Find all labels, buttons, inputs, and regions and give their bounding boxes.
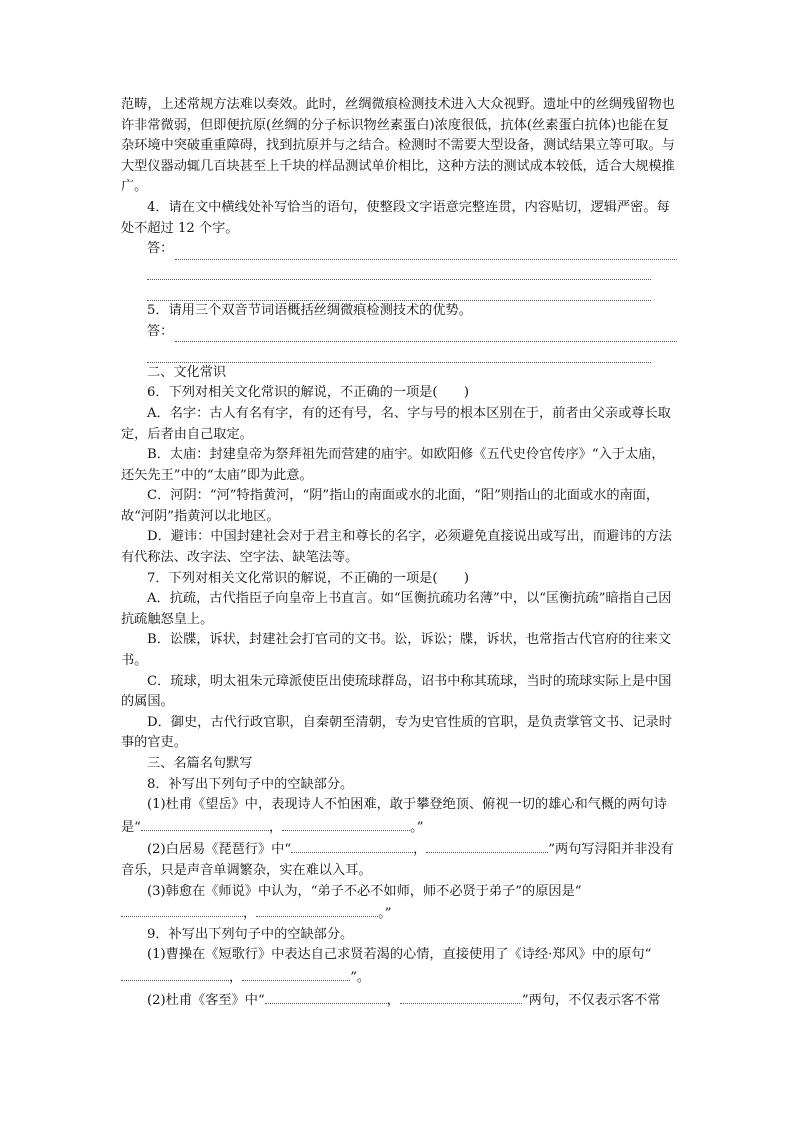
fill-blank[interactable] — [242, 966, 350, 981]
fill-blank[interactable] — [141, 816, 269, 831]
item-text: 。” — [378, 906, 392, 922]
item-text: (3)韩愈在《师说》中认为，“弟子不必不如师，师不必贤于弟子”的原因是“ — [147, 883, 582, 899]
answer-line[interactable] — [147, 342, 651, 363]
question-9-item-1 — [121, 945, 677, 988]
comma: ， — [229, 969, 243, 985]
answer-label: 答： — [147, 323, 174, 339]
item-text: (2)白居易《琵琶行》中“ — [147, 842, 292, 858]
section-heading-culture: 二、文化常识 — [147, 364, 227, 380]
question-6-option-b: B．太庙：封建皇帝为祭拜祖先而营建的庙宇。如欧阳修《五代史伶官传序》“入于太庙，还矢先王”中的“太庙”即为此意。 — [121, 447, 665, 483]
question-8-item-3 — [121, 882, 677, 925]
question-6: 6．下列对相关文化常识的解说，不正确的一项是( ) — [147, 385, 469, 401]
question-7-option-d: D．御史，古代行政官职，自秦朝至清朝，专为史官性质的官职，是负责掌管文书、记录时事的官吏。 — [121, 714, 672, 751]
question-6-option-d: D．避讳：中国封建社会对于君主和尊长的名字，必须避免直接说出或写出，而避讳的方法有代称法、改字法、空字法、缺笔法等。 — [121, 529, 672, 566]
fill-blank[interactable] — [265, 989, 387, 1004]
fill-blank[interactable] — [121, 902, 243, 917]
fill-blank[interactable] — [282, 816, 410, 831]
question-8-item-1 — [121, 795, 677, 838]
comma: ， — [243, 906, 257, 922]
answer-row-q4 — [121, 239, 677, 260]
question-9-item-2 — [121, 989, 677, 1012]
item-text: (2)杜甫《客至》中“ — [147, 992, 265, 1008]
fill-blank[interactable] — [121, 966, 229, 981]
question-7-option-c: C．琉球，明太祖朱元璋派使臣出使琉球群岛，诏书中称其琉球，当时的琉球实际上是中国的属国。 — [121, 673, 672, 710]
fill-blank[interactable] — [291, 838, 413, 853]
fill-blank[interactable] — [400, 989, 522, 1004]
question-8: 8．补写出下列句子中的空缺部分。 — [147, 776, 354, 792]
comma: ， — [386, 992, 400, 1008]
answer-label: 答： — [147, 241, 174, 257]
comma: ， — [413, 842, 427, 858]
passage-paragraph: 范畴，上述常规方法难以奏效。此时，丝绸微痕检测技术进入大众视野。遗址中的丝绸残留物也许非常微弱，但即便抗原(丝绸的分子标识物丝素蛋白)浓度很低，抗体(丝素蛋白抗体)也能在复杂环境中突破重重障碍，找到抗原并与之结合。检测时不需要大型设备，测试结果立等可取。与大型仪器动辄几百块甚至上千块的样品测试单价相比，这种方法的测试成本较低，适合大规模推广。 — [121, 97, 675, 195]
fill-blank[interactable] — [426, 838, 548, 853]
item-text: ”两句写浔阳并非没有音乐，只是声音单调繁杂，实在难以入耳。 — [121, 842, 674, 878]
document-body — [121, 95, 677, 1011]
question-9: 9．补写出下列句子中的空缺部分。 — [147, 926, 354, 942]
answer-line[interactable] — [175, 246, 677, 260]
item-text: ”两句，不仅表示客不常 — [521, 992, 661, 1008]
fill-blank[interactable] — [256, 902, 378, 917]
question-6-option-c: C．河阴：“河”特指黄河，“阴”指山的南面或水的北面，“阳”则指山的北面或水的南面，故“河阴”指黄河以北地区。 — [121, 488, 660, 524]
answer-line[interactable] — [175, 328, 677, 342]
answer-line[interactable] — [147, 260, 651, 281]
section-heading-recitation: 三、名篇名句默写 — [147, 756, 253, 771]
answer-row-q5 — [121, 322, 677, 343]
question-8-item-2 — [121, 838, 677, 881]
question-7-option-b: B．讼牒，诉状，封建社会打官司的文书。讼，诉讼；牒，诉状，也常指古代官府的往来文书。 — [121, 632, 671, 669]
question-4: 4．请在文中横线处补写恰当的语句，使整段文字语意完整连贯，内容贴切，逻辑严密。每处不超过 12 个字。 — [121, 199, 670, 236]
answer-line[interactable] — [147, 280, 651, 301]
question-5: 5．请用三个双音节词语概括丝绸微痕检测技术的优势。 — [147, 302, 472, 318]
question-7-option-a: A．抗疏，古代指臣子向皇帝上书直言。如“匡衡抗疏功名薄”中，以“匡衡抗疏”暗指自己因抗疏触怒皇上。 — [121, 591, 672, 627]
item-text: (1)杜甫《望岳》中，表现诗人不怕困难，敢于攀登绝顶、俯视一切的雄心和气概的两句诗是“ — [121, 797, 667, 835]
question-7: 7．下列对相关文化常识的解说，不正确的一项是( ) — [147, 570, 469, 586]
item-text: (1)曹操在《短歌行》中表达自己求贤若渴的心情，直接使用了《诗经·郑风》中的原句“ — [147, 947, 652, 963]
item-text: 。” — [410, 819, 424, 835]
question-6-option-a: A．名字：古人有名有字，有的还有号，名、字与号的根本区别在于，前者由父亲或尊长取定，后者由自己取定。 — [121, 405, 671, 442]
comma: ， — [268, 819, 283, 835]
item-text: ”。 — [350, 969, 371, 985]
